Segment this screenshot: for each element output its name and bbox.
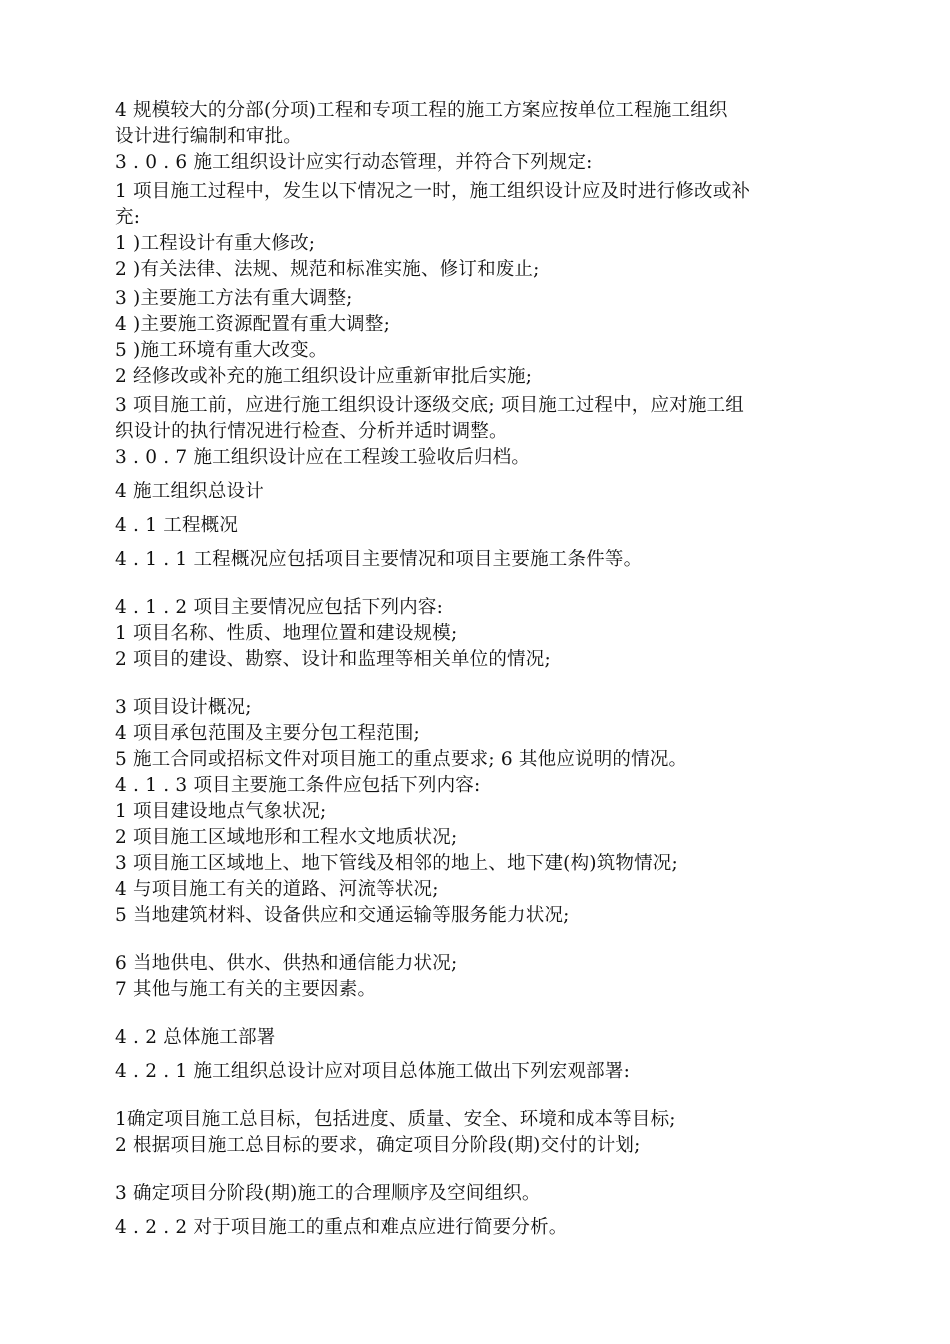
text-line: 3 项目施工前，应进行施工组织设计逐级交底; 项目施工过程中，应对施工组 xyxy=(115,395,744,416)
list-item: 5 )施工环境有重大改变。 xyxy=(115,340,328,361)
list-item: 1 项目名称、性质、地理位置和建设规模; xyxy=(115,623,458,644)
list-item: 1 项目建设地点气象状况; xyxy=(115,801,327,822)
list-item: 1确定项目施工总目标，包括进度、质量、安全、环境和成本等目标; xyxy=(115,1109,676,1130)
list-item: 5 施工合同或招标文件对项目施工的重点要求; 6 其他应说明的情况。 xyxy=(115,749,688,770)
list-item: 2 根据项目施工总目标的要求，确定项目分阶段(期)交付的计划; xyxy=(115,1135,641,1156)
section-heading: 4 . 2 总体施工部署 xyxy=(115,1027,276,1048)
section-heading: 4 施工组织总设计 xyxy=(115,481,264,502)
section-heading: 4 . 2 . 1 施工组织总设计应对项目总体施工做出下列宏观部署: xyxy=(115,1061,631,1082)
list-item: 4 )主要施工资源配置有重大调整; xyxy=(115,314,391,335)
section-heading: 4 . 1 . 3 项目主要施工条件应包括下列内容: xyxy=(115,775,481,796)
section-heading: 4 . 1 . 1 工程概况应包括项目主要情况和项目主要施工条件等。 xyxy=(115,549,643,570)
list-item: 7 其他与施工有关的主要因素。 xyxy=(115,979,377,1000)
list-item: 3 确定项目分阶段(期)施工的合理顺序及空间组织。 xyxy=(115,1183,541,1204)
list-item: 6 当地供电、供水、供热和通信能力状况; xyxy=(115,953,458,974)
section-heading: 4 . 1 . 2 项目主要情况应包括下列内容: xyxy=(115,597,444,618)
list-item: 3 项目设计概况; xyxy=(115,697,252,718)
list-item: 2 项目的建设、勘察、设计和监理等相关单位的情况; xyxy=(115,649,551,670)
section-heading: 4 . 2 . 2 对于项目施工的重点和难点应进行简要分析。 xyxy=(115,1217,568,1238)
text-line: 1 项目施工过程中，发生以下情况之一时，施工组织设计应及时进行修改或补 xyxy=(115,181,751,202)
text-line: 2 经修改或补充的施工组织设计应重新审批后实施; xyxy=(115,366,533,387)
list-item: 1 )工程设计有重大修改; xyxy=(115,233,316,254)
list-item: 3 项目施工区域地上、地下管线及相邻的地上、地下建(构)筑物情况; xyxy=(115,853,678,874)
section-heading: 3 . 0 . 7 施工组织设计应在工程竣工验收后归档。 xyxy=(115,447,531,468)
text-line: 设计进行编制和审批。 xyxy=(115,126,303,147)
list-item: 3 )主要施工方法有重大调整; xyxy=(115,288,353,309)
section-heading: 3 . 0 . 6 施工组织设计应实行动态管理，并符合下列规定: xyxy=(115,152,593,173)
list-item: 2 项目施工区域地形和工程水文地质状况; xyxy=(115,827,458,848)
list-item: 5 当地建筑材料、设备供应和交通运输等服务能力状况; xyxy=(115,905,570,926)
document-page xyxy=(115,98,875,1241)
list-item: 4 项目承包范围及主要分包工程范围; xyxy=(115,723,420,744)
list-item: 4 与项目施工有关的道路、河流等状况; xyxy=(115,879,439,900)
text-line: 充: xyxy=(115,207,141,228)
text-line: 织设计的执行情况进行检查、分析并适时调整。 xyxy=(115,421,508,442)
text-line: 4 规模较大的分部(分项)工程和专项工程的施工方案应按单位工程施工组织 xyxy=(115,100,728,121)
list-item: 2 )有关法律、法规、规范和标准实施、修订和废止; xyxy=(115,259,540,280)
section-heading: 4 . 1 工程概况 xyxy=(115,515,239,536)
